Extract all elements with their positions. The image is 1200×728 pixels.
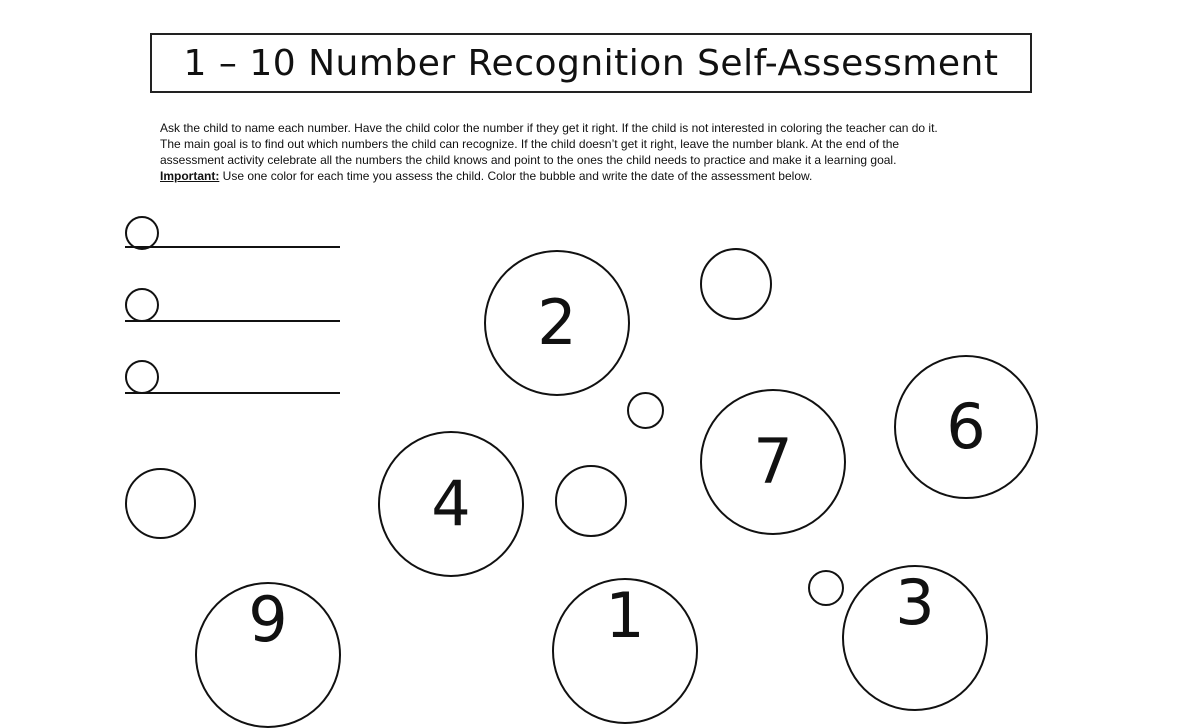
instruction-line-2: The main goal is to find out which numbers the child can recognize. If the child doesn’t get it right, leave the number blank. At the end of the [160, 137, 900, 151]
number-label: 2 [537, 286, 577, 359]
important-text: Use one color for each time you assess the child. Color the bubble and write the date of the assessment below. [219, 169, 813, 183]
important-note [160, 168, 1040, 184]
title-box [150, 33, 1032, 93]
empty-bubble [627, 392, 664, 429]
assessment-date-line-2[interactable] [125, 320, 340, 322]
number-circle-1[interactable] [552, 578, 698, 724]
number-circle-7[interactable] [700, 389, 846, 535]
number-circle-6[interactable] [894, 355, 1038, 499]
important-label: Important: [160, 169, 220, 183]
assessment-bubble-3[interactable] [125, 360, 159, 394]
number-label: 6 [946, 390, 986, 463]
number-label: 4 [431, 467, 471, 540]
number-label: 3 [895, 566, 935, 639]
empty-bubble [555, 465, 627, 537]
instruction-line-1: Ask the child to name each number. Have the child color the number if they get it right. If the child is not interested in coloring the teacher can do it. [160, 121, 938, 135]
empty-bubble [700, 248, 772, 320]
page-title: 1 – 10 Number Recognition Self-Assessment [183, 42, 999, 84]
number-circle-3[interactable] [842, 565, 988, 711]
number-circle-2[interactable] [484, 250, 630, 396]
assessment-date-line-3[interactable] [125, 392, 340, 394]
instruction-line-3: assessment activity celebrate all the numbers the child knows and point to the ones the child needs to practice and make it a learning goal. [160, 153, 897, 167]
assessment-bubble-2[interactable] [125, 288, 159, 322]
empty-bubble [125, 468, 196, 539]
assessment-date-line-1[interactable] [125, 246, 340, 248]
number-circle-4[interactable] [378, 431, 524, 577]
instructions [160, 120, 1040, 184]
empty-bubble [808, 570, 844, 606]
number-circle-9[interactable] [195, 582, 341, 728]
number-label: 7 [753, 425, 793, 498]
assessment-bubble-1[interactable] [125, 216, 159, 250]
number-label: 1 [605, 579, 645, 652]
number-label: 9 [248, 583, 288, 656]
